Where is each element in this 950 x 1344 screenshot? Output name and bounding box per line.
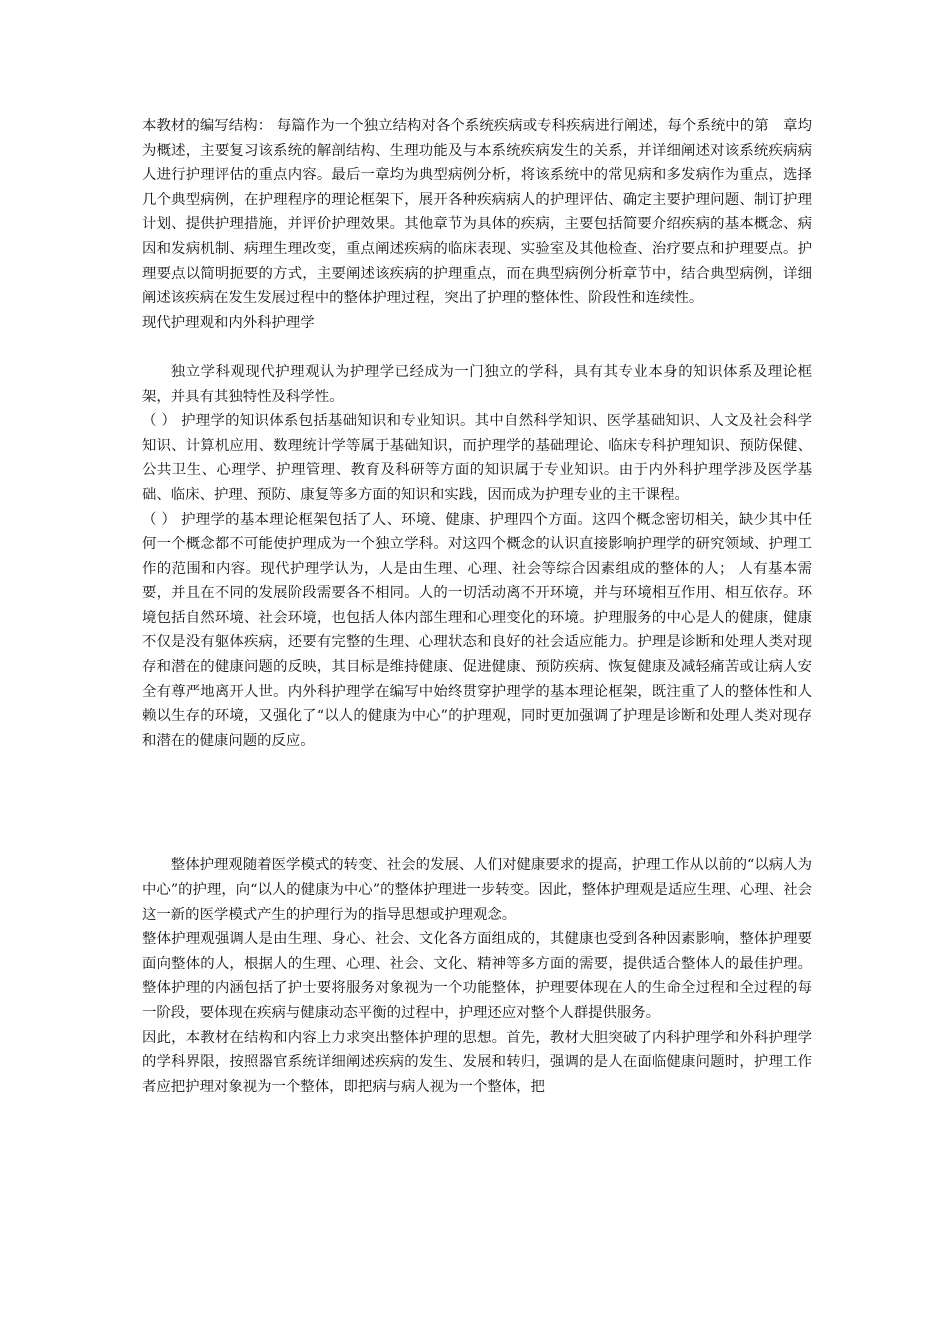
document-page	[142, 114, 812, 1099]
paragraph-holistic-emphasis: 整体护理观强调人是由生理、身心、社会、文化各方面组成的，其健康也受到各种因素影响，整体护理要面向整体的人，根据人的生理、心理、社会、文化、精神等多方面的需要，提供适合整体人的最佳护理。整体护理的内涵包括了护士要将服务对象视为一个功能整体，护理要体现在人的生命全过程和全过程的每一阶段，要体现在疾病与健康动态平衡的过程中，护理还应对整个人群提供服务。	[142, 931, 812, 1021]
section-heading-modern-nursing: 现代护理观和内外科护理学	[142, 314, 315, 331]
blank-gap	[142, 753, 812, 853]
paragraph-independent-discipline: 独立学科观现代护理观认为护理学已经成为一门独立的学科，具有其专业本身的知识体系及理论框架，并具有其独特性及科学性。	[142, 363, 812, 405]
paragraph-holistic-nursing: 整体护理观随着医学模式的转变、社会的发展、人们对健康要求的提高，护理工作从以前的“以病人为中心”的护理，向“以人的健康为中心”的整体护理进一步转变。因此，整体护理观是适应生理、心理、社会这一新的医学模式产生的护理行为的指导思想或护理观念。	[142, 857, 812, 923]
list-marker: （ ）	[142, 511, 177, 528]
paragraph-structure: 本教材的编写结构： 每篇作为一个独立结构对各个系统疾病或专科疾病进行阐述，每个系统中的第 章均为概述，主要复习该系统的解剖结构、生理功能及与本系统疾病发生的关系，并详细阐述对该系统疾病病人进行护理评估的重点内容。最后一章均为典型病例分析，将该系统中的常见病和多发病作为重点，选择几个典型病例，在护理程序的理论框架下，展开各种疾病病人的护理评估、确定主要护理问题、制订护理计划、提供护理措施，并评价护理效果。其他章节为具体的疾病，主要包括简要介绍疾病的基本概念、病因和发病机制、病理生理改变，重点阐述疾病的临床表现、实验室及其他检查、治疗要点和护理要点。护理要点以简明扼要的方式，主要阐述该疾病的护理重点，而在典型病例分析章节中，结合典型病例，详细阐述该疾病在发生发展过程中的整体护理过程，突出了护理的整体性、阶段性和连续性。	[142, 118, 812, 307]
paragraph-textbook-structure: 因此，本教材在结构和内容上力求突出整体护理的思想。首先，教材大胆突破了内科护理学和外科护理学的学科界限，按照器官系统详细阐述疾病的发生、发展和转归，强调的是人在面临健康问题时，护理工作者应把护理对象视为一个整体，即把病与病人视为一个整体，把	[142, 1029, 812, 1095]
paragraph-knowledge-system	[142, 409, 812, 507]
paragraph-theory-framework	[142, 508, 812, 754]
paragraph-text: 护理学的基本理论框架包括了人、环境、健康、护理四个方面。这四个概念密切相关，缺少其中任何一个概念都不可能使护理成为一个独立学科。对这四个概念的认识直接影响护理学的研究领域、护理工作的范围和内容。现代护理学认为，人是由生理、心理、社会等综合因素组成的整体的人； 人有基本需要，并且在不同的发展阶段需要各不相同。人的一切活动离不开环境，并与环境相互作用、相互依存。环境包括自然环境、社会环境，也包括人体内部生理和心理变化的环境。护理服务的中心是人的健康，健康不仅是没有躯体疾病，还要有完整的生理、心理状态和良好的社会适应能力。护理是诊断和处理人类对现存和潜在的健康问题的反映，其目标是维持健康、促进健康、预防疾病、恢复健康及减轻痛苦或让病人安全有尊严地离开人世。内外科护理学在编写中始终贯穿护理学的基本理论框架，既注重了人的整体性和人赖以生存的环境，又强化了“以人的健康为中心”的护理观，同时更加强调了护理是诊断和处理人类对现存和潜在的健康问题的反应。	[142, 511, 813, 749]
blank-line	[142, 335, 812, 360]
list-marker: （ ）	[142, 413, 177, 430]
paragraph-text: 护理学的知识体系包括基础知识和专业知识。其中自然科学知识、医学基础知识、人文及社会科学知识、计算机应用、数理统计学等属于基础知识，而护理学的基础理论、临床专科护理知识、预防保健、公共卫生、心理学、护理管理、教育及科研等方面的知识属于专业知识。由于内外科护理学涉及医学基础、临床、护理、预防、康复等多方面的知识和实践，因而成为护理专业的主干课程。	[142, 413, 813, 503]
